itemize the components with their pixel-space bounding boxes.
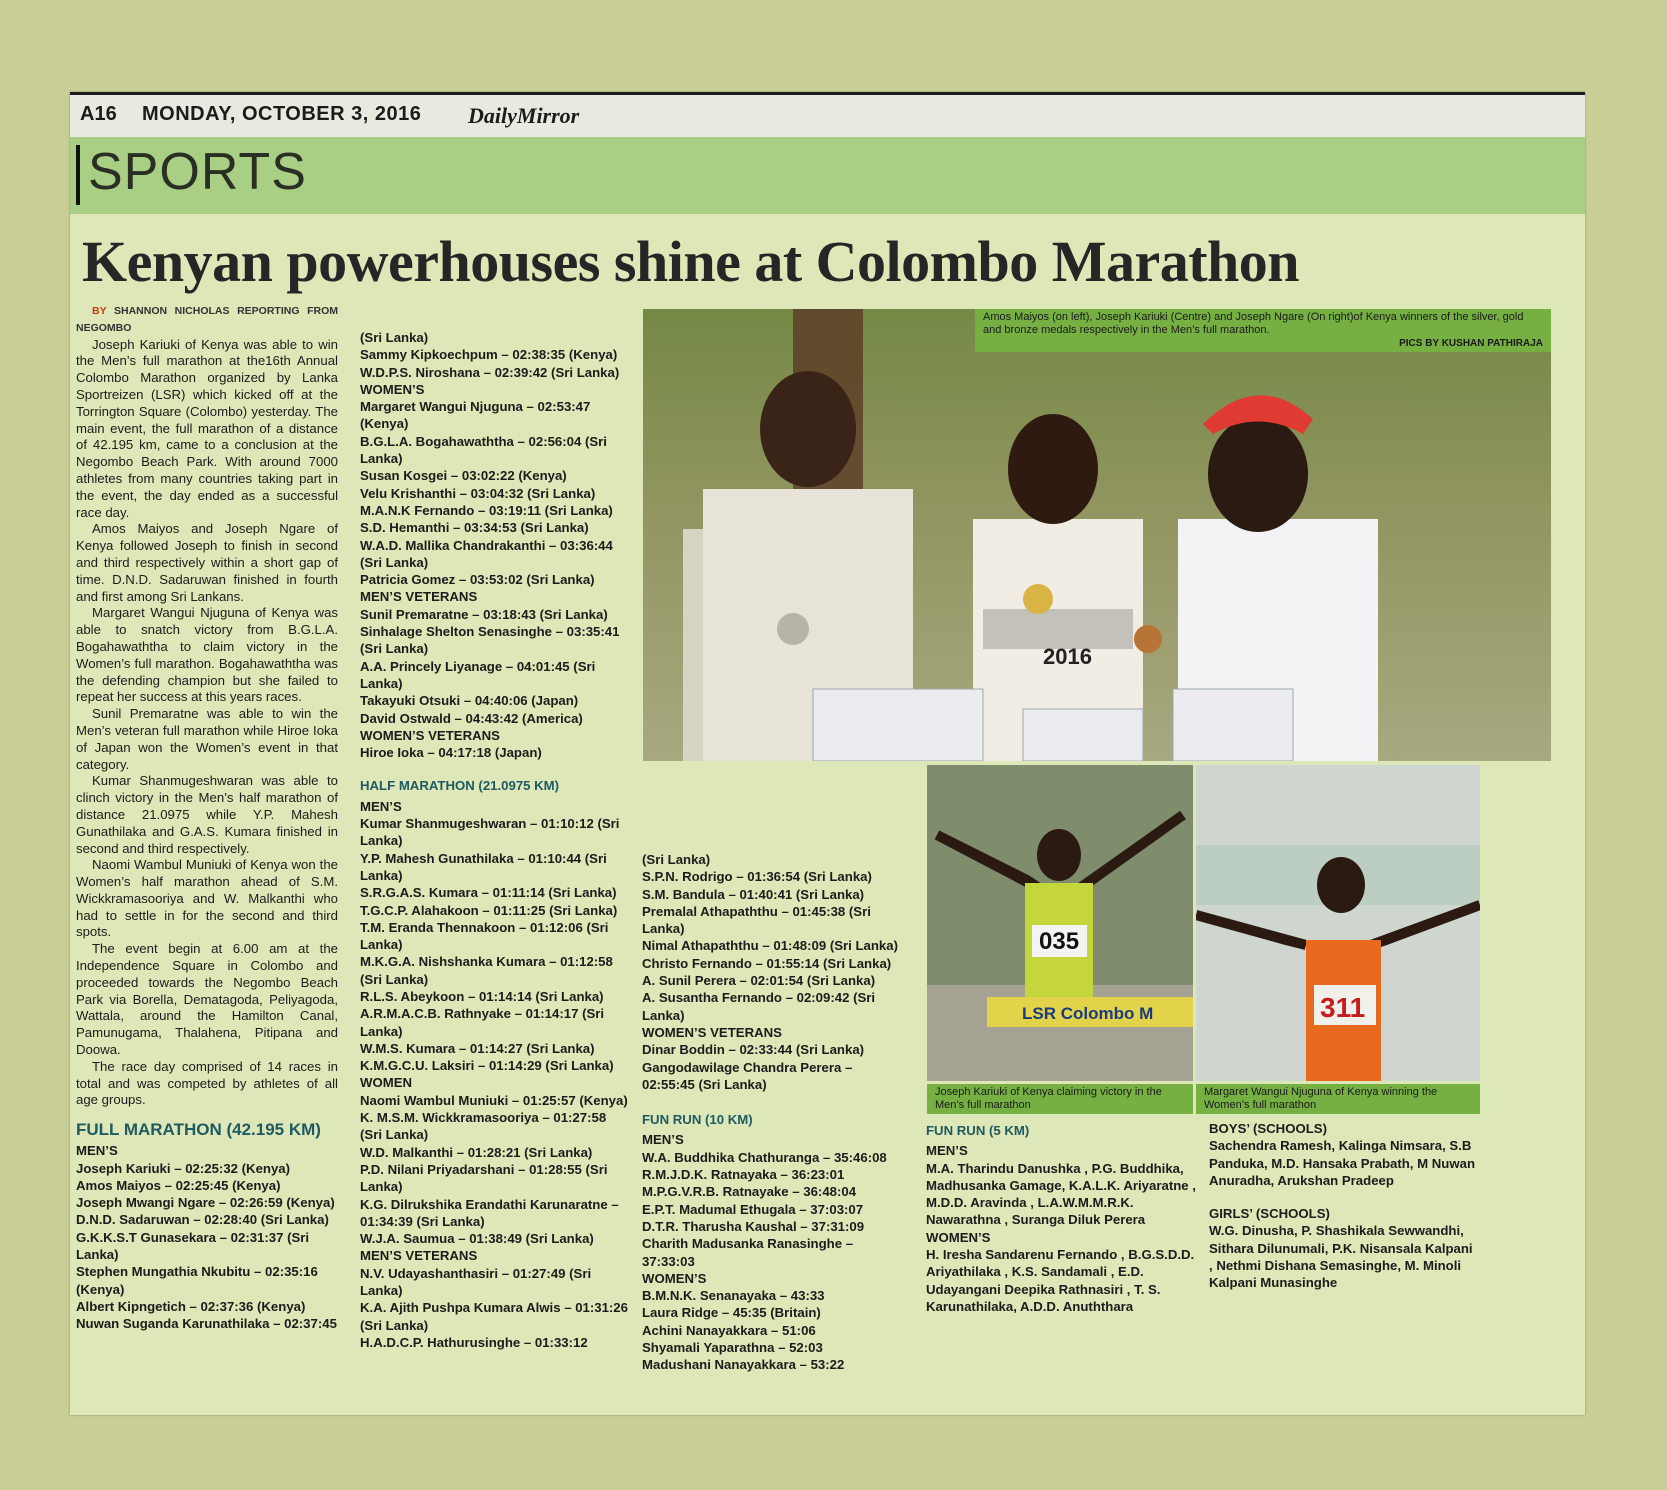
result-line: E.P.T. Madumal Ethugala – 37:03:07 [642, 1201, 864, 1217]
result-line: WOMEN’S [642, 1270, 707, 1286]
result-line: Dinar Boddin – 02:33:44 (Sri Lanka) [642, 1042, 865, 1058]
result-line: MEN’S [642, 1132, 684, 1148]
boys-heading: BOYS’ (SCHOOLS) [1209, 1121, 1327, 1136]
main-photo-caption [975, 309, 1551, 352]
result-line: Takayuki Otsuki – 04:40:06 (Japan) [360, 693, 579, 709]
caption-njuguna: Margaret Wangui Njuguna of Kenya winning the Women’s full marathon [1196, 1084, 1480, 1114]
result-line: (Sri Lanka) [642, 852, 711, 867]
photo-credit: PICS BY KUSHAN PATHIRAJA [1399, 338, 1543, 349]
result-line: M.K.G.A. Nishshanka Kumara – 01:12:58 (Sri Lanka) [360, 954, 613, 987]
result-line: Achini Nanayakkara – 51:06 [642, 1322, 816, 1338]
result-line: Charith Madusanka Ranasinghe – 37:33:03 [642, 1236, 854, 1269]
result-line: W.A.D. Mallika Chandrakanthi – 03:36:44 (Sri Lanka) [360, 537, 613, 570]
result-line: Kumar Shanmugeshwaran – 01:10:12 (Sri Lanka) [360, 816, 620, 849]
main-caption-text: Amos Maiyos (on left), Joseph Kariuki (Centre) and Joseph Ngare (On right)of Kenya winners of the silver, gold and bronze medals respectively in the Men’s full marathon. [983, 311, 1524, 336]
result-line: Nuwan Suganda Karunathilaka – 02:37:45 [76, 1316, 337, 1332]
finish-line-image [927, 765, 1193, 1081]
result-line: WOMEN’S VETERANS [642, 1024, 782, 1040]
article-paragraph: Kumar Shanmugeshwaran was able to clinch victory in the Men’s half marathon of distance 21.0975 while Y.P. Mahesh Gunathilaka and G.A.S. Kumara finished in second and third respectively. [76, 773, 338, 856]
fun-run-5-heading: FUN RUN (5 KM) [926, 1123, 1030, 1138]
result-line: R.L.S. Abeykoon – 01:14:14 (Sri Lanka) [360, 988, 604, 1004]
bib-number-left: 035 [1039, 928, 1080, 955]
result-line: MEN’S [360, 798, 402, 814]
result-line: Naomi Wambul Muniuki – 01:25:57 (Kenya) [360, 1092, 628, 1108]
result-line: B.M.N.K. Senanayaka – 43:33 [642, 1288, 825, 1304]
article-paragraph: Sunil Premaratne was able to win the Men’s veteran full marathon while Hiroe Ioka of Japan won the Women’s event in that category. [76, 706, 338, 772]
result-line: Albert Kipngetich – 02:37:36 (Kenya) [76, 1298, 306, 1314]
shirt-year: 2016 [1043, 644, 1092, 669]
girls-heading: GIRLS’ (SCHOOLS) [1209, 1206, 1330, 1222]
result-line: WOMEN’S [360, 381, 425, 397]
finish-photo-njuguna [1196, 765, 1480, 1081]
result-line: W.D.P.S. Niroshana – 02:39:42 (Sri Lanka) [360, 364, 620, 380]
result-line: David Ostwald – 04:43:42 (America) [360, 710, 583, 726]
result-line: T.M. Eranda Thennakoon – 01:12:06 (Sri Lanka) [360, 919, 609, 953]
result-line: Susan Kosgei – 03:02:22 (Kenya) [360, 468, 567, 484]
main-photo [643, 309, 1551, 761]
result-line: Patricia Gomez – 03:53:02 (Sri Lanka) [360, 572, 595, 588]
finish-photo-kariuki [927, 765, 1193, 1081]
result-line: Laura Ridge – 45:35 (Britain) [642, 1305, 821, 1321]
result-line: D.N.D. Sadaruwan – 02:28:40 (Sri Lanka) [76, 1212, 329, 1228]
section-band [70, 137, 1585, 214]
result-line: Christo Fernando – 01:55:14 (Sri Lanka) [642, 955, 892, 971]
article-paragraph: Amos Maiyos and Joseph Ngare of Kenya followed Joseph to finish in second and third respectively within a short gap of time. D.N.D. Sadaruwan finished in fourth and first among Sri Lankans. [76, 521, 338, 604]
article-paragraph: Margaret Wangui Njuguna of Kenya was able to snatch victory from B.G.L.A. Bogahawaththa to claim victory in the Women’s full marathon. Bogahawaththa was the defending champion but she failed to repeat her success at this years races. [76, 605, 338, 705]
result-line: WOMEN’S VETERANS [360, 727, 500, 743]
result-line: B.G.L.A. Bogahawaththa – 02:56:04 (Sri Lanka) [360, 433, 607, 467]
result-line: G.K.K.S.T Gunasekara – 02:31:37 (Sri Lanka) [76, 1229, 310, 1263]
result-line: A. Sunil Perera – 02:01:54 (Sri Lanka) [642, 973, 876, 989]
result-line: Y.P. Mahesh Gunathilaka – 01:10:44 (Sri Lanka) [360, 850, 607, 883]
section-bar [76, 145, 80, 205]
result-line: Sinhalage Shelton Senasinghe – 03:35:41 (Sri Lanka) [360, 624, 620, 657]
result-line: W.M.S. Kumara – 01:14:27 (Sri Lanka) [360, 1040, 595, 1056]
result-line: WOMEN [360, 1075, 413, 1091]
result-line: M.A.N.K Fernando – 03:19:11 (Sri Lanka) [360, 502, 613, 518]
paper-name: DailyMirror [468, 103, 580, 128]
result-line: A. Susantha Fernando – 02:09:42 (Sri Lanka) [642, 990, 876, 1023]
result-line: S.R.G.A.S. Kumara – 01:11:14 (Sri Lanka) [360, 885, 617, 901]
result-line: Gangodawilage Chandra Perera – 02:55:45 (Sri Lanka) [642, 1059, 853, 1092]
result-line: K.G. Dilrukshika Erandathi Karunaratne – 01:34:39 (Sri Lanka) [360, 1196, 619, 1229]
result-line: W.J.A. Saumua – 01:38:49 (Sri Lanka) [360, 1231, 594, 1247]
newspaper-clipping [70, 92, 1585, 1415]
result-line: S.P.N. Rodrigo – 01:36:54 (Sri Lanka) [642, 869, 872, 885]
result-line: H. Iresha Sandarenu Fernando , B.G.S.D.D. Ariyathilaka , K.S. Sandamali , E.D. Udayangani Deepika Rathnasiri , T. S. Karunathilaka, A.D.D. Anuththara [926, 1247, 1195, 1314]
result-line: Hiroe Ioka – 04:17:18 (Japan) [360, 745, 542, 761]
half-marathon-heading: HALF MARATHON (21.0975 KM) [360, 778, 560, 794]
issue-date: MONDAY, OCTOBER 3, 2016 [142, 103, 422, 125]
result-line: Stephen Mungathia Nkubitu – 02:35:16 (Kenya) [76, 1264, 318, 1297]
byline-text: SHANNON NICHOLAS REPORTING FROM NEGOMBO [76, 305, 339, 334]
result-line: A.R.M.A.C.B. Rathnyake – 01:14:17 (Sri Lanka) [360, 1006, 605, 1039]
byline-prefix: BY [92, 305, 107, 317]
result-line: Velu Krishanthi – 03:04:32 (Sri Lanka) [360, 485, 596, 501]
boys-results: Sachendra Ramesh, Kalinga Nimsara, S.B Panduka, M.D. Hansaka Prabath, M Nuwan Anuradha, Arukshan Pradeep [1209, 1138, 1476, 1188]
result-line: Margaret Wangui Njuguna – 02:53:47 (Kenya) [360, 399, 591, 432]
result-line: (Sri Lanka) [360, 330, 429, 345]
result-line: Shyamali Yaparathna – 52:03 [642, 1340, 823, 1356]
finish-banner-text: LSR Colombo M [1022, 1004, 1154, 1023]
page-number: A16 [80, 103, 117, 125]
result-line: P.D. Nilani Priyadarshani – 01:28:55 (Sri Lanka) [360, 1161, 608, 1195]
masthead [70, 92, 1585, 140]
result-line: K.A. Ajith Pushpa Kumara Alwis – 01:31:26 (Sri Lanka) [360, 1300, 628, 1333]
caption-kariuki: Joseph Kariuki of Kenya claiming victory in the Men’s full marathon [927, 1084, 1193, 1114]
result-line: D.T.R. Tharusha Kaushal – 37:31:09 [642, 1218, 865, 1234]
result-line: W.A. Buddhika Chathuranga – 35:46:08 [642, 1149, 887, 1165]
result-line: A.A. Princely Liyanage – 04:01:45 (Sri Lanka) [360, 658, 596, 691]
schools-column [1209, 1120, 1479, 1292]
article-paragraph: The race day comprised of 14 races in total and was competed by athletes of all age groups. [76, 1058, 338, 1108]
result-line: MEN’S VETERANS [360, 1248, 478, 1264]
full-marathon-list-1 [76, 1142, 338, 1332]
result-line: N.V. Udayashanthasiri – 01:27:49 (Sri Lanka) [360, 1265, 592, 1299]
result-line: Madushani Nanayakkara – 53:22 [642, 1357, 845, 1373]
byline [76, 303, 338, 337]
result-line: K.M.G.C.U. Laksiri – 01:14:29 (Sri Lanka) [360, 1058, 614, 1074]
womens-finish-image [1196, 765, 1480, 1081]
headline: Kenyan powerhouses shine at Colombo Marathon [82, 229, 1300, 294]
results-column-2 [360, 329, 628, 1351]
result-line: M.A. Tharindu Danushka , P.G. Buddhika, Madhusanka Gamage, K.A.L.K. Ariyaratne , M.D.D. Aravinda , L.A.W.M.M.R.K. Nawarathna , Suranga Diluk Perera [926, 1160, 1196, 1228]
article-paragraph: Joseph Kariuki of Kenya was able to win the Men’s full marathon at the16th Annual Colombo Marathon organized by Lanka Sportreizen (LSR) which kicked off at the Torrington Square (Colombo) yesterday. The main event, the full marathon of a distance of 42.195 km, came to a conclusion at the Negombo Beach Park. With around 7000 athletes from many countries taking part in the event, the day ended as a successful race day. [76, 336, 338, 520]
medal-winners-image [643, 309, 1551, 761]
result-line: M.P.G.V.R.B. Ratnayake – 36:48:04 [642, 1184, 857, 1200]
result-line: Premalal Athapaththu – 01:45:38 (Sri Lanka) [642, 903, 871, 937]
result-line: WOMEN’S [926, 1229, 991, 1245]
result-line: S.D. Hemanthi – 03:34:53 (Sri Lanka) [360, 520, 589, 536]
result-line: Nimal Athapaththu – 01:48:09 (Sri Lanka) [642, 938, 898, 954]
results-column-3 [642, 851, 902, 1374]
result-line: MEN’S [76, 1143, 118, 1159]
article-column [76, 303, 338, 1333]
result-line: Amos Maiyos – 02:25:45 (Kenya) [76, 1177, 281, 1193]
result-line: W.D. Malkanthi – 01:28:21 (Sri Lanka) [360, 1144, 593, 1160]
result-line: MEN’S [926, 1143, 968, 1159]
article-paragraph: Naomi Wambul Muniuki of Kenya won the Women’s half marathon ahead of S.M. Wickkramasooriya and W. Malkanthi who had to settle in for the second and third spots. [76, 857, 338, 940]
fun-run-5-column [926, 1120, 1198, 1315]
result-line: K. M.S.M. Wickkramasooriya – 01:27:58 (Sri Lanka) [360, 1110, 607, 1143]
result-line: Sunil Premaratne – 03:18:43 (Sri Lanka) [360, 606, 608, 622]
fun-run-10-heading: FUN RUN (10 KM) [642, 1112, 753, 1128]
result-line: T.G.C.P. Alahakoon – 01:11:25 (Sri Lanka) [360, 902, 618, 918]
article-paragraph: The event begin at 6.00 am at the Independence Square in Colombo and proceeded towards the Negombo Beach Park via Borella, Dematagoda, Peliyagoda, Wattala, around the Hamilton Canal, Pamunugama, Thalahena, Pitipana and Doowa. [76, 941, 338, 1058]
result-line: MEN’S VETERANS [360, 589, 478, 605]
result-line: Joseph Mwangi Ngare – 02:26:59 (Kenya) [76, 1195, 335, 1211]
article-area [70, 214, 1585, 1415]
result-line: Joseph Kariuki – 02:25:32 (Kenya) [76, 1160, 291, 1176]
result-line: Sammy Kipkoechpum – 02:38:35 (Kenya) [360, 347, 618, 363]
girls-results: W.G. Dinusha, P. Shashikala Sewwandhi, Sithara Dilunumali, P.K. Nisansala Kalpani , Nethmi Dishana Semasinghe, M. Minoli Kalpani Munasinghe [1209, 1223, 1473, 1291]
full-marathon-heading: FULL MARATHON (42.195 KM) [76, 1120, 321, 1140]
bib-number-right: 311 [1320, 992, 1366, 1023]
result-line: S.M. Bandula – 01:40:41 (Sri Lanka) [642, 886, 865, 902]
result-line: R.M.J.D.K. Ratnayaka – 36:23:01 [642, 1167, 845, 1183]
section-title: SPORTS [88, 143, 307, 201]
result-line: H.A.D.C.P. Hathurusinghe – 01:33:12 [360, 1334, 588, 1350]
